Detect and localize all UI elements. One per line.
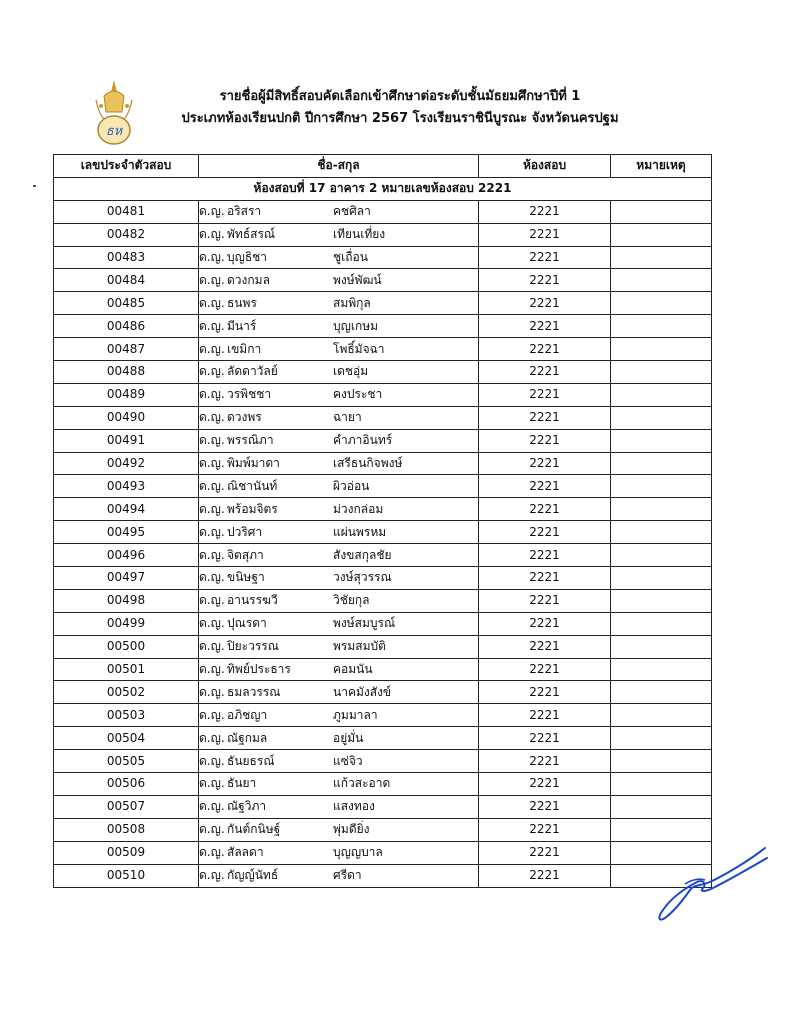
room-cell: 2221 <box>479 406 611 429</box>
table-row <box>54 681 712 704</box>
first-name: ธันยธรณ์ <box>227 753 275 768</box>
name-prefix: ด.ญ. <box>199 272 225 287</box>
first-name: กัญญ์นัทธ์ <box>227 868 279 883</box>
exam-id-cell: 00510 <box>54 864 199 887</box>
room-cell: 2221 <box>479 292 611 315</box>
room-header: ห้องสอบที่ 17 อาคาร 2 หมายเลขห้องสอบ 2221 <box>54 177 712 200</box>
first-name: อภิชญา <box>227 707 268 722</box>
table-row <box>54 567 712 590</box>
first-name: ณิชานันท์ <box>227 478 278 493</box>
first-name: อริสรา <box>227 204 262 219</box>
name-prefix: ด.ญ. <box>199 456 225 471</box>
first-name: พร้อมจิตร <box>227 501 278 516</box>
name-cell <box>199 544 479 567</box>
name-prefix: ด.ญ. <box>199 845 225 860</box>
first-name: กันต์กนิษฐ์ <box>227 822 281 837</box>
first-name: สัลลดา <box>227 845 264 860</box>
remark-cell <box>611 246 712 269</box>
remark-cell <box>611 795 712 818</box>
exam-id-cell: 00487 <box>54 338 199 361</box>
last-name: แสงทอง <box>333 799 375 814</box>
last-name: คชศิลา <box>333 204 371 219</box>
room-cell: 2221 <box>479 544 611 567</box>
name-cell <box>199 315 479 338</box>
name-cell <box>199 704 479 727</box>
remark-cell <box>611 361 712 384</box>
last-name: โพธิ์มัจฉา <box>333 341 385 356</box>
room-cell: 2221 <box>479 338 611 361</box>
name-cell <box>199 658 479 681</box>
name-cell <box>199 292 479 315</box>
name-cell <box>199 361 479 384</box>
name-prefix: ด.ญ. <box>199 387 225 402</box>
name-prefix: ด.ญ. <box>199 868 225 883</box>
document-title-line1: รายชื่อผู้มีสิทธิ์สอบคัดเลือกเข้าศึกษาต่อระดับชั้นมัธยมศึกษาปีที่ 1 <box>219 89 581 104</box>
exam-id-cell: 00498 <box>54 589 199 612</box>
name-cell <box>199 612 479 635</box>
name-prefix: ด.ญ. <box>199 547 225 562</box>
table-row <box>54 612 712 635</box>
name-cell <box>199 406 479 429</box>
table-row <box>54 406 712 429</box>
last-name: คำภาอินทร์ <box>333 433 393 448</box>
last-name: ผิวอ่อน <box>333 478 370 493</box>
name-prefix: ด.ญ. <box>199 730 225 745</box>
first-name: ปิยะวรรณ <box>227 639 279 654</box>
exam-id-cell: 00490 <box>54 406 199 429</box>
first-name: ดวงพร <box>227 410 262 425</box>
exam-id-cell: 00489 <box>54 383 199 406</box>
name-prefix: ด.ญ. <box>199 433 225 448</box>
exam-id-cell: 00499 <box>54 612 199 635</box>
room-cell: 2221 <box>479 681 611 704</box>
school-emblem-logo <box>90 78 138 148</box>
column-header-room: ห้องสอบ <box>479 155 611 178</box>
remark-cell <box>611 727 712 750</box>
table-row <box>54 635 712 658</box>
name-prefix: ด.ญ. <box>199 570 225 585</box>
first-name: ธมลวรรณ <box>227 684 281 699</box>
name-prefix: ด.ญ. <box>199 707 225 722</box>
name-cell <box>199 635 479 658</box>
remark-cell <box>611 406 712 429</box>
last-name: บุญเกษม <box>333 318 379 333</box>
column-header-exam-id: เลขประจำตัวสอบ <box>54 155 199 178</box>
room-cell: 2221 <box>479 361 611 384</box>
name-cell <box>199 795 479 818</box>
table-row <box>54 200 712 223</box>
candidate-table <box>53 154 712 888</box>
name-prefix: ด.ญ. <box>199 204 225 219</box>
room-cell: 2221 <box>479 223 611 246</box>
room-cell: 2221 <box>479 475 611 498</box>
table-row <box>54 452 712 475</box>
table-row <box>54 795 712 818</box>
table-row <box>54 475 712 498</box>
remark-cell <box>611 383 712 406</box>
first-name: พิมพ์มาดา <box>227 456 280 471</box>
table-row <box>54 589 712 612</box>
remark-cell <box>611 544 712 567</box>
exam-id-cell: 00495 <box>54 521 199 544</box>
last-name: แผ่นพรหม <box>333 524 387 539</box>
name-prefix: ด.ญ. <box>199 364 225 379</box>
name-cell <box>199 475 479 498</box>
exam-id-cell: 00497 <box>54 567 199 590</box>
room-cell: 2221 <box>479 658 611 681</box>
last-name: คงประชา <box>333 387 383 402</box>
exam-id-cell: 00482 <box>54 223 199 246</box>
first-name: มีนาร์ <box>227 318 257 333</box>
table-row <box>54 361 712 384</box>
last-name: ศรีดา <box>333 868 362 883</box>
last-name: เดชอุ่ม <box>333 364 369 379</box>
name-cell <box>199 841 479 864</box>
table-row <box>54 223 712 246</box>
last-name: ชูเถื่อน <box>333 250 368 264</box>
exam-id-cell: 00501 <box>54 658 199 681</box>
table-row <box>54 338 712 361</box>
name-cell <box>199 338 479 361</box>
name-cell <box>199 589 479 612</box>
room-cell: 2221 <box>479 612 611 635</box>
name-cell <box>199 864 479 887</box>
room-cell: 2221 <box>479 727 611 750</box>
table-body <box>54 177 712 887</box>
remark-cell <box>611 658 712 681</box>
last-name: ม่วงกล่อม <box>333 501 384 516</box>
name-cell <box>199 498 479 521</box>
name-prefix: ด.ญ. <box>199 501 225 516</box>
first-name: ณัฐวิภา <box>227 799 267 814</box>
first-name: ธนพร <box>227 295 257 310</box>
remark-cell <box>611 338 712 361</box>
table-row <box>54 521 712 544</box>
last-name: ภูมมาลา <box>333 707 378 722</box>
name-cell <box>199 383 479 406</box>
last-name: ฉายา <box>333 410 362 425</box>
name-cell <box>199 567 479 590</box>
name-prefix: ด.ญ. <box>199 776 225 791</box>
exam-id-cell: 00494 <box>54 498 199 521</box>
name-prefix: ด.ญ. <box>199 616 225 631</box>
name-prefix: ด.ญ. <box>199 524 225 539</box>
last-name: พงษ์พัฒน์ <box>333 272 382 287</box>
exam-id-cell: 00491 <box>54 429 199 452</box>
table-row <box>54 818 712 841</box>
document-title-line2: ประเภทห้องเรียนปกติ ปีการศึกษา 2567 โรงเรียนราชินีบูรณะ จังหวัดนครปฐม <box>181 111 619 126</box>
remark-cell <box>611 750 712 773</box>
name-cell <box>199 223 479 246</box>
remark-cell <box>611 521 712 544</box>
room-cell: 2221 <box>479 429 611 452</box>
exam-id-cell: 00483 <box>54 246 199 269</box>
table-row <box>54 269 712 292</box>
exam-id-cell: 00496 <box>54 544 199 567</box>
last-name: วิชัยกุล <box>333 593 370 608</box>
remark-cell <box>611 612 712 635</box>
name-cell <box>199 521 479 544</box>
first-name: ดวงกมล <box>227 272 270 287</box>
table-row <box>54 292 712 315</box>
remark-cell <box>611 635 712 658</box>
remark-cell <box>611 223 712 246</box>
name-prefix: ด.ญ. <box>199 478 225 493</box>
last-name: สังขสกุลชัย <box>333 547 392 562</box>
remark-cell <box>611 315 712 338</box>
name-cell <box>199 269 479 292</box>
room-cell: 2221 <box>479 383 611 406</box>
name-cell <box>199 750 479 773</box>
room-cell: 2221 <box>479 795 611 818</box>
remark-cell <box>611 567 712 590</box>
name-cell <box>199 818 479 841</box>
first-name: ลัดดาวัลย์ <box>227 364 278 379</box>
exam-id-cell: 00485 <box>54 292 199 315</box>
name-cell <box>199 429 479 452</box>
first-name: ขนิษฐา <box>227 570 265 585</box>
name-cell <box>199 727 479 750</box>
room-cell: 2221 <box>479 269 611 292</box>
exam-id-cell: 00493 <box>54 475 199 498</box>
table-row <box>54 658 712 681</box>
last-name: แก้วสะอาด <box>333 776 391 791</box>
table-row <box>54 727 712 750</box>
last-name: พุ่มดียิ่ง <box>333 822 370 837</box>
table-row <box>54 246 712 269</box>
table-row <box>54 544 712 567</box>
column-header-remark: หมายเหตุ <box>611 155 712 178</box>
first-name: เขมิกา <box>227 341 262 356</box>
last-name: เสรีธนกิจพงษ์ <box>333 456 403 471</box>
room-cell: 2221 <box>479 567 611 590</box>
name-prefix: ด.ญ. <box>199 662 225 677</box>
remark-cell <box>611 818 712 841</box>
room-cell: 2221 <box>479 498 611 521</box>
name-prefix: ด.ญ. <box>199 295 225 310</box>
room-cell: 2221 <box>479 589 611 612</box>
table-row <box>54 750 712 773</box>
logo-monogram: ธห <box>105 124 123 139</box>
exam-id-cell: 00492 <box>54 452 199 475</box>
remark-cell <box>611 475 712 498</box>
exam-id-cell: 00506 <box>54 773 199 796</box>
last-name: อยู่มั่น <box>333 730 364 745</box>
room-cell: 2221 <box>479 521 611 544</box>
remark-cell <box>611 269 712 292</box>
first-name: พรรณิภา <box>227 433 274 448</box>
exam-id-cell: 00481 <box>54 200 199 223</box>
exam-id-cell: 00503 <box>54 704 199 727</box>
exam-id-cell: 00488 <box>54 361 199 384</box>
room-cell: 2221 <box>479 200 611 223</box>
exam-id-cell: 00484 <box>54 269 199 292</box>
first-name: ปุณรดา <box>227 616 267 631</box>
exam-id-cell: 00509 <box>54 841 199 864</box>
table-row <box>54 315 712 338</box>
name-cell <box>199 452 479 475</box>
table-row <box>54 383 712 406</box>
name-prefix: ด.ญ. <box>199 227 225 242</box>
table-row <box>54 429 712 452</box>
remark-cell <box>611 773 712 796</box>
room-cell: 2221 <box>479 841 611 864</box>
scan-speck <box>33 185 36 187</box>
first-name: พัทธ์สรณ์ <box>227 227 276 242</box>
last-name: แซ่จิว <box>333 753 363 768</box>
first-name: ธันยา <box>227 776 257 791</box>
first-name: จิตสุภา <box>227 547 264 562</box>
room-cell: 2221 <box>479 704 611 727</box>
exam-id-cell: 00486 <box>54 315 199 338</box>
name-prefix: ด.ญ. <box>199 753 225 768</box>
exam-id-cell: 00500 <box>54 635 199 658</box>
name-prefix: ด.ญ. <box>199 318 225 333</box>
room-cell: 2221 <box>479 452 611 475</box>
room-cell: 2221 <box>479 635 611 658</box>
room-header-row <box>54 177 712 200</box>
first-name: ปวริศา <box>227 524 263 539</box>
remark-cell <box>611 200 712 223</box>
signature <box>655 840 770 925</box>
name-prefix: ด.ญ. <box>199 250 225 264</box>
last-name: คอมนัน <box>333 662 373 677</box>
exam-id-cell: 00508 <box>54 818 199 841</box>
remark-cell <box>611 292 712 315</box>
name-cell <box>199 681 479 704</box>
last-name: บุญญบาล <box>333 845 383 860</box>
name-prefix: ด.ญ. <box>199 410 225 425</box>
first-name: ณัฐกมล <box>227 730 268 745</box>
table-row <box>54 773 712 796</box>
name-cell <box>199 200 479 223</box>
column-header-name: ชื่อ-สกุล <box>199 155 479 178</box>
remark-cell <box>611 681 712 704</box>
first-name: วรพิชชา <box>227 387 272 402</box>
name-prefix: ด.ญ. <box>199 341 225 356</box>
room-cell: 2221 <box>479 246 611 269</box>
remark-cell <box>611 498 712 521</box>
table-row <box>54 841 712 864</box>
name-cell <box>199 246 479 269</box>
exam-id-cell: 00504 <box>54 727 199 750</box>
name-prefix: ด.ญ. <box>199 593 225 608</box>
name-cell <box>199 773 479 796</box>
last-name: เทียนเที่ยง <box>333 227 386 242</box>
last-name: สมพิกุล <box>333 295 371 310</box>
exam-id-cell: 00505 <box>54 750 199 773</box>
room-cell: 2221 <box>479 750 611 773</box>
remark-cell <box>611 452 712 475</box>
room-cell: 2221 <box>479 818 611 841</box>
last-name: พงษ์สมบูรณ์ <box>333 616 396 631</box>
name-prefix: ด.ญ. <box>199 639 225 654</box>
last-name: วงษ์สุวรรณ <box>333 570 392 585</box>
remark-cell <box>611 704 712 727</box>
remark-cell <box>611 589 712 612</box>
exam-id-cell: 00507 <box>54 795 199 818</box>
table-row <box>54 704 712 727</box>
name-prefix: ด.ญ. <box>199 822 225 837</box>
table-row <box>54 864 712 887</box>
remark-cell <box>611 429 712 452</box>
first-name: อานรรฆวี <box>227 593 278 608</box>
table-header-row <box>54 155 712 178</box>
name-prefix: ด.ญ. <box>199 799 225 814</box>
last-name: พรมสมบัติ <box>333 639 386 654</box>
first-name: บุญธิชา <box>227 250 268 264</box>
room-cell: 2221 <box>479 773 611 796</box>
table-row <box>54 498 712 521</box>
exam-id-cell: 00502 <box>54 681 199 704</box>
room-cell: 2221 <box>479 864 611 887</box>
room-cell: 2221 <box>479 315 611 338</box>
name-prefix: ด.ญ. <box>199 684 225 699</box>
first-name: ทิพย์ประธาร <box>227 662 291 677</box>
last-name: นาคมังสังข์ <box>333 684 392 699</box>
